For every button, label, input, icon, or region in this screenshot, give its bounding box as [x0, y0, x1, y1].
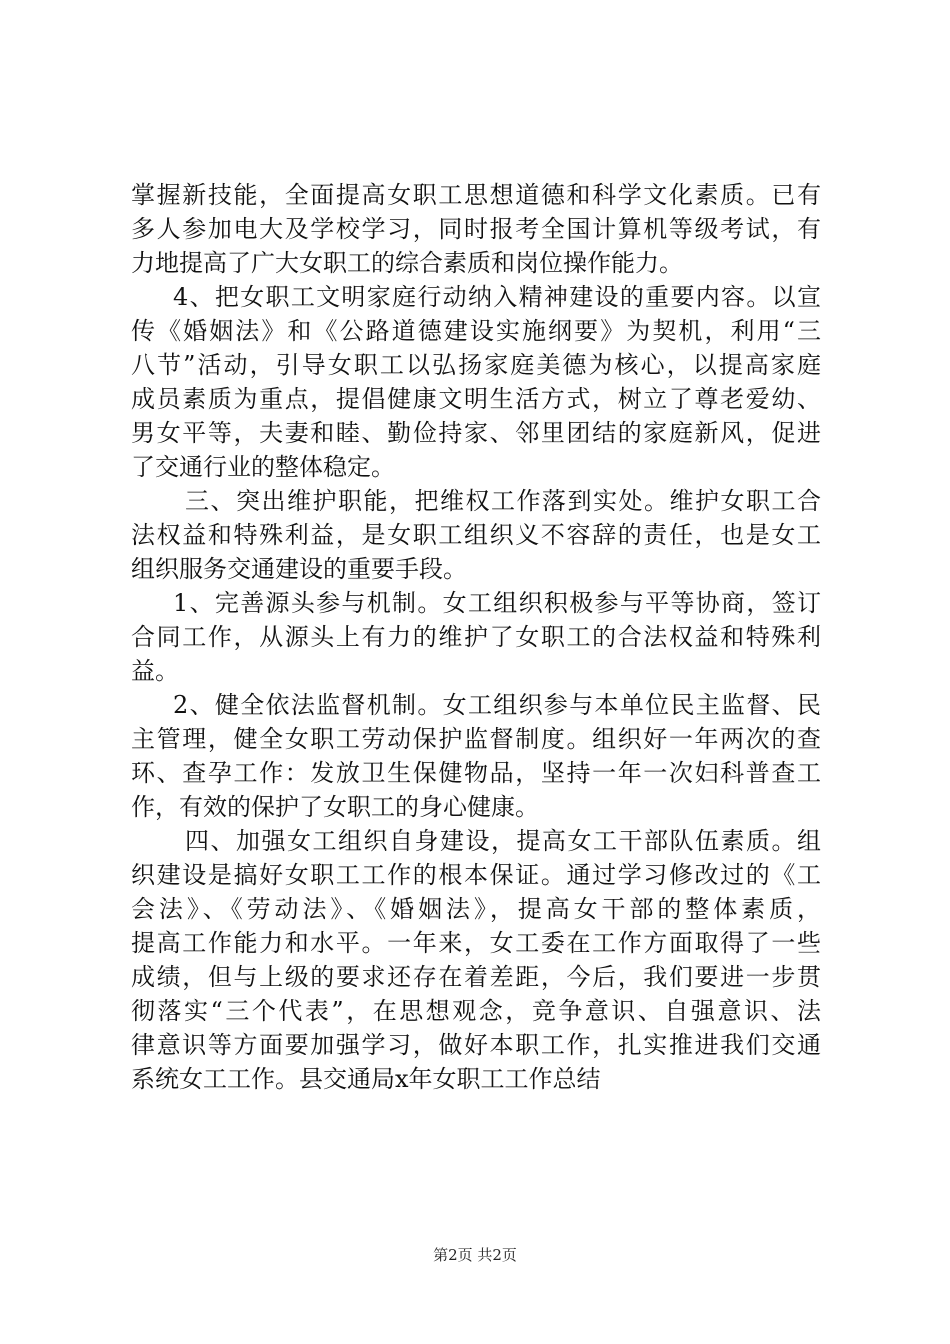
- text-line: 力地提高了广大女职工的综合素质和岗位操作能力。: [131, 249, 683, 277]
- document-body: [131, 178, 821, 1096]
- text-line: 法权益和特殊利益，是女职工组织义不容辞的责任，也是女工: [131, 521, 821, 549]
- text-line: 会法》、《劳动法》、《婚姻法》，提高女干部的整体素质，: [131, 895, 821, 923]
- text-line: 1、完善源头参与机制。女工组织积极参与平等协商，签订: [173, 589, 821, 617]
- text-line: 传《婚姻法》和《公路道德建设实施纲要》为契机，利用“三: [131, 317, 821, 345]
- text-line: 2、健全依法监督机制。女工组织参与本单位民主监督、民: [173, 691, 821, 719]
- section-heading-line: 三、突出维护职能，把维权工作落到实处。维护女职工合: [185, 487, 821, 515]
- text-line: 益。: [131, 657, 179, 685]
- text-line: 成员素质为重点，提倡健康文明生活方式，树立了尊老爱幼、: [131, 385, 821, 413]
- text-line: 彻落实“三个代表”，在思想观念，竞争意识、自强意识、法: [131, 997, 821, 1025]
- text-line: 4、把女职工文明家庭行动纳入精神建设的重要内容。以宣: [173, 283, 821, 311]
- text-line: 组织服务交通建设的重要手段。: [131, 555, 467, 583]
- text-line: 环、查孕工作：发放卫生保健物品，坚持一年一次妇科普查工: [131, 759, 821, 787]
- text-line: 多人参加电大及学校学习，同时报考全国计算机等级考试，有: [131, 215, 821, 243]
- text-line: 主管理，健全女职工劳动保护监督制度。组织好一年两次的查: [131, 725, 821, 753]
- text-line: 男女平等，夫妻和睦、勤俭持家、邻里团结的家庭新风，促进: [131, 419, 821, 447]
- text-line: 织建设是搞好女职工工作的根本保证。通过学习修改过的《工: [131, 861, 821, 889]
- text-line: 提高工作能力和水平。一年来，女工委在工作方面取得了一些: [131, 929, 821, 957]
- text-line: 八节”活动，引导女职工以弘扬家庭美德为核心，以提高家庭: [131, 351, 821, 379]
- text-line: 律意识等方面要加强学习，做好本职工作，扎实推进我们交通: [131, 1031, 821, 1059]
- text-line: 作，有效的保护了女职工的身心健康。: [131, 793, 539, 821]
- section-heading-line: 四、加强女工组织自身建设，提高女工干部队伍素质。组: [185, 827, 821, 855]
- text-line: 系统女工工作。县交通局x年女职工工作总结: [131, 1065, 601, 1093]
- text-line: 成绩，但与上级的要求还存在着差距，今后，我们要进一步贯: [131, 963, 821, 991]
- page-number-footer: 第2页 共2页: [433, 1246, 517, 1264]
- text-line: 合同工作，从源头上有力的维护了女职工的合法权益和特殊利: [131, 623, 821, 651]
- text-line: 了交通行业的整体稳定。: [131, 453, 395, 481]
- text-line: 掌握新技能，全面提高女职工思想道德和科学文化素质。已有: [131, 181, 821, 209]
